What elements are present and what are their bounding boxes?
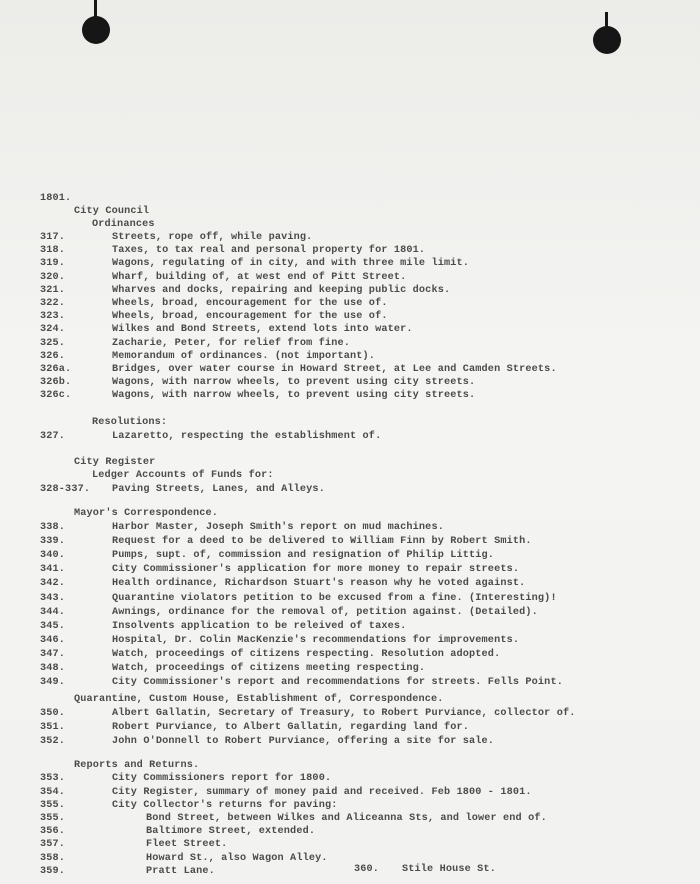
entry-number: 339. bbox=[40, 536, 66, 548]
entry-number: 351. bbox=[40, 722, 66, 733]
entry-text: City Commissioner's application for more money to repair streets. bbox=[112, 564, 520, 576]
entry-text: Memorandum of ordinances. (not important). bbox=[112, 350, 376, 362]
quarantine-heading: Quarantine, Custom House, Establishment of, Correspondence. bbox=[74, 694, 444, 705]
entry-number: 319. bbox=[40, 258, 66, 270]
entry-text: Request for a deed to be delivered to William Finn by Robert Smith. bbox=[112, 536, 532, 548]
entry-text: Wagons, regulating of in city, and with three mile limit. bbox=[112, 258, 470, 270]
entry-number: 346. bbox=[40, 634, 66, 646]
entry-text: Wagons, with narrow wheels, to prevent using city streets. bbox=[112, 377, 476, 389]
entry-number: 347. bbox=[40, 648, 66, 660]
entry-text: Bond Street, between Wilkes and Aliceanna Sts, and lower end of. bbox=[146, 813, 547, 824]
entry-text: City Collector's returns for paving: bbox=[112, 800, 338, 811]
entry-number: 326b. bbox=[40, 377, 72, 389]
entry-number: 348. bbox=[40, 663, 66, 674]
register-heading: City Register bbox=[74, 457, 156, 468]
year-heading: 1801. bbox=[40, 193, 72, 204]
entry-text: Albert Gallatin, Secretary of Treasury, to Robert Purviance, collector of. bbox=[112, 708, 576, 719]
entry-text: Streets, rope off, while paving. bbox=[112, 232, 313, 243]
council-heading: City Council bbox=[74, 206, 150, 217]
entry-text: Wharves and docks, repairing and keeping public docks. bbox=[112, 284, 451, 296]
entry-text: Wilkes and Bond Streets, extend lots into water. bbox=[112, 324, 413, 336]
entry-number: 358. bbox=[40, 852, 66, 864]
entry-number: 343. bbox=[40, 592, 66, 604]
entry-text: Pumps, supt. of, commission and resignation of Philip Littig. bbox=[112, 550, 495, 562]
entry-text: Baltimore Street, extended. bbox=[146, 826, 316, 838]
entry-text: Lazaretto, respecting the establishment of. bbox=[112, 431, 382, 442]
entry-text: Howard St., also Wagon Alley. bbox=[146, 852, 328, 864]
entry-number: 328-337. bbox=[40, 484, 91, 495]
entry-text: Harbor Master, Joseph Smith's report on mud machines. bbox=[112, 522, 444, 533]
resolutions-heading: Resolutions: bbox=[92, 417, 168, 428]
entry-number: 338. bbox=[40, 522, 66, 533]
entry-text: Quarantine violators petition to be excused from a fine. (Interesting)! bbox=[112, 592, 557, 604]
entry-text: Zacharie, Peter, for relief from fine. bbox=[112, 337, 351, 349]
entry-number: 355. bbox=[40, 813, 66, 824]
entry-number: 355. bbox=[40, 800, 66, 811]
entry-text: Taxes, to tax real and personal property for 1801. bbox=[112, 245, 426, 257]
extra-entry-number: 360. bbox=[354, 864, 380, 875]
entry-number: 321. bbox=[40, 284, 66, 296]
entry-text: Wheels, broad, encouragement for the use of. bbox=[112, 298, 388, 309]
entry-text: Awnings, ordinance for the removal of, petition against. (Detailed). bbox=[112, 606, 538, 618]
entry-text: Paving Streets, Lanes, and Alleys. bbox=[112, 484, 325, 495]
entry-text: Insolvents application to be releived of taxes. bbox=[112, 620, 407, 632]
entry-text: Pratt Lane. bbox=[146, 865, 215, 877]
entry-text: Health ordinance, Richardson Stuart's reason why he voted against. bbox=[112, 578, 526, 590]
entry-text: Fleet Street. bbox=[146, 839, 228, 851]
entry-number: 326c. bbox=[40, 390, 72, 402]
entry-number: 341. bbox=[40, 564, 66, 576]
entry-text: Wheels, broad, encouragement for the use of. bbox=[112, 311, 388, 323]
entry-number: 350. bbox=[40, 708, 66, 719]
mayor-heading: Mayor's Correspondence. bbox=[74, 508, 219, 519]
entry-text: Watch, proceedings of citizens meeting respecting. bbox=[112, 663, 426, 674]
entry-number: 349. bbox=[40, 677, 66, 689]
entry-number: 324. bbox=[40, 324, 66, 336]
entry-text: Watch, proceedings of citizens respecting. Resolution adopted. bbox=[112, 648, 501, 660]
entry-text: John O'Donnell to Robert Purviance, offering a site for sale. bbox=[112, 736, 495, 747]
entry-text: City Register, summary of money paid and received. Feb 1800 - 1801. bbox=[112, 786, 532, 798]
ledger-heading: Ledger Accounts of Funds for: bbox=[92, 470, 274, 481]
entry-text: Hospital, Dr. Colin MacKenzie's recommendations for improvements. bbox=[112, 634, 520, 646]
extra-entry-text: Stile House St. bbox=[402, 864, 496, 875]
entry-number: 354. bbox=[40, 786, 66, 798]
entry-number: 340. bbox=[40, 550, 66, 562]
entry-number: 327. bbox=[40, 431, 66, 442]
entry-number: 357. bbox=[40, 839, 66, 851]
entry-number: 317. bbox=[40, 232, 66, 243]
entry-text: Wagons, with narrow wheels, to prevent using city streets. bbox=[112, 390, 476, 402]
entry-text: City Commissioner's report and recommendations for streets. Fells Point. bbox=[112, 677, 563, 689]
entry-text: Wharf, building of, at west end of Pitt Street. bbox=[112, 271, 407, 283]
entry-number: 352. bbox=[40, 736, 66, 747]
entry-number: 353. bbox=[40, 773, 66, 784]
entry-number: 356. bbox=[40, 826, 66, 838]
entry-text: Robert Purviance, to Albert Gallatin, regarding land for. bbox=[112, 722, 470, 733]
entry-number: 345. bbox=[40, 620, 66, 632]
entry-number: 326. bbox=[40, 350, 66, 362]
entry-number: 320. bbox=[40, 271, 66, 283]
entry-text: Bridges, over water course in Howard Street, at Lee and Camden Streets. bbox=[112, 364, 557, 375]
ordinances-heading: Ordinances bbox=[92, 219, 155, 230]
entry-number: 318. bbox=[40, 245, 66, 257]
entry-number: 325. bbox=[40, 337, 66, 349]
entry-number: 323. bbox=[40, 311, 66, 323]
reports-heading: Reports and Returns. bbox=[74, 760, 200, 771]
entry-number: 326a. bbox=[40, 364, 72, 375]
entry-text: City Commissioners report for 1800. bbox=[112, 773, 332, 784]
entry-number: 359. bbox=[40, 865, 66, 877]
entry-number: 322. bbox=[40, 298, 66, 309]
entry-number: 342. bbox=[40, 578, 66, 590]
entry-number: 344. bbox=[40, 606, 66, 618]
